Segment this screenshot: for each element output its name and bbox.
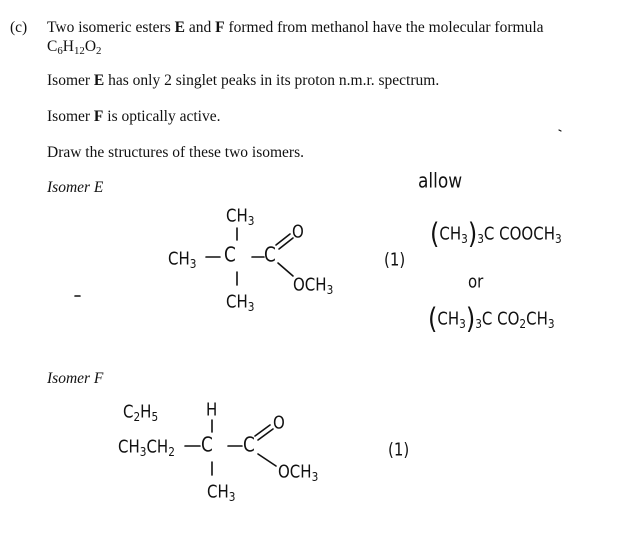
f-bottom-methyl: $CH_3$ xyxy=(207,480,236,505)
question-intro-and: and xyxy=(184,19,216,36)
formula-oxygen-count: 2 xyxy=(96,45,102,57)
formula-hydrogen: H xyxy=(62,38,74,55)
statement-isomer-f xyxy=(47,107,220,126)
instruction-text: Draw the structures of these two isomers. xyxy=(47,144,304,161)
e-left-methyl: $CH_3$ xyxy=(168,247,197,272)
e-bond-methoxy xyxy=(278,263,293,276)
isomer-f-letter: F xyxy=(215,19,225,36)
statement-f-prefix: Isomer xyxy=(47,108,94,125)
alternative-1: $(CH_3)_3C$ $COOCH_3$ xyxy=(430,216,562,250)
allow-note: allow xyxy=(418,169,463,194)
e-carbonyl-carbon: C xyxy=(264,243,276,268)
f-methoxy: $OCH_3$ xyxy=(278,460,319,485)
stray-mark-right xyxy=(559,130,561,131)
e-carbonyl-oxygen: O xyxy=(292,220,304,243)
f-carbonyl-carbon: C xyxy=(243,433,255,458)
f-bond-double-1 xyxy=(255,425,270,436)
isomer-f-label: Isomer F xyxy=(47,370,104,387)
statement-f-letter: F xyxy=(93,108,104,125)
f-hydrogen: H xyxy=(206,398,218,421)
e-top-methyl: $CH_3$ xyxy=(226,204,255,229)
e-bottom-methyl: $CH_3$ xyxy=(226,290,255,315)
e-mark: (1) xyxy=(384,248,406,271)
statement-f-suffix: is optically active. xyxy=(103,108,221,125)
formula-oxygen: O xyxy=(84,38,97,55)
e-bond-double-2 xyxy=(279,238,293,249)
molecular-formula xyxy=(47,37,101,56)
f-bond-double-2 xyxy=(258,429,273,440)
f-bond-methoxy xyxy=(258,454,276,466)
f-mark: (1) xyxy=(388,438,410,461)
question-intro-suffix: formed from methanol have the molecular formula xyxy=(224,19,544,36)
question-intro-prefix: Two isomeric esters xyxy=(47,19,175,36)
e-central-carbon: C xyxy=(224,243,236,268)
isomer-e-label: Isomer E xyxy=(47,179,104,196)
formula-hydrogen-count: 12 xyxy=(73,45,85,57)
e-methoxy: $OCH_3$ xyxy=(293,273,334,298)
statement-e-letter: E xyxy=(93,72,105,89)
statement-e-suffix: has only 2 singlet peaks in its proton n.m.r. spectrum. xyxy=(104,72,440,89)
f-central-carbon: C xyxy=(201,433,213,458)
question-intro xyxy=(47,18,544,37)
formula-carbon: C xyxy=(47,38,58,55)
e-bond-double-1 xyxy=(276,234,290,245)
formula-carbon-count: 6 xyxy=(57,45,63,57)
f-carbonyl-oxygen: O xyxy=(273,411,285,434)
isomer-e-letter: E xyxy=(174,19,185,36)
statement-e-prefix: Isomer xyxy=(47,72,94,89)
statement-isomer-e xyxy=(47,71,439,90)
question-part-label: (c) xyxy=(10,19,28,36)
alternatives-or: or xyxy=(468,270,484,293)
f-ethyl-top: $C_2H_5$ xyxy=(123,400,159,425)
alternative-2: $(CH_3)_3C$ $CO_2CH_3$ xyxy=(428,301,555,335)
f-ethyl-left: $CH_3CH_2$ xyxy=(118,435,175,460)
